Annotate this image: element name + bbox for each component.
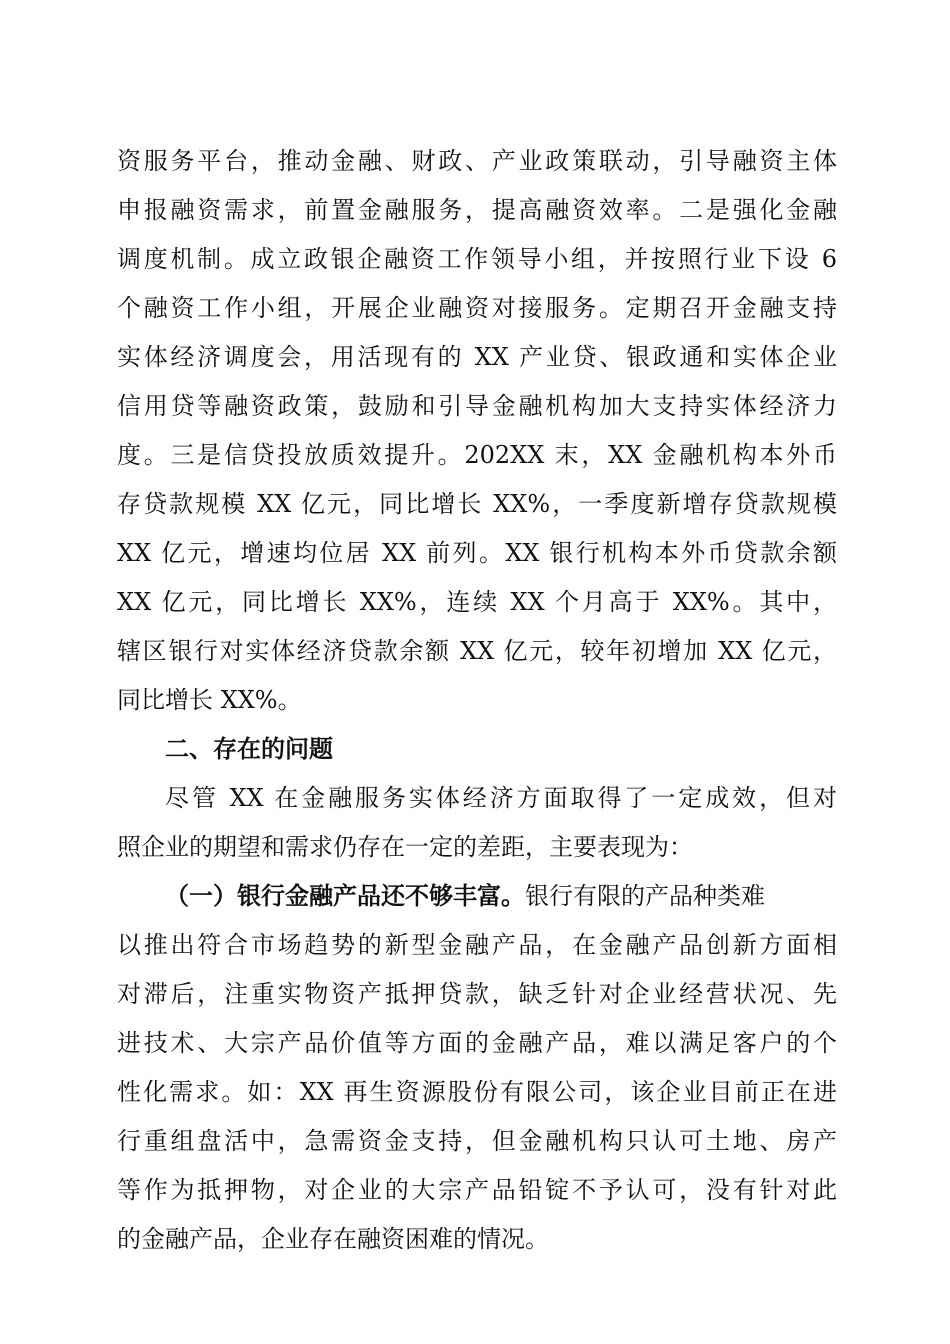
paragraph-line: 信用贷等融资政策，鼓励和引导金融机构加大支持实体经济力 — [117, 392, 837, 420]
paragraph-line: 以推出符合市场趋势的新型金融产品，在金融产品创新方面相 — [117, 931, 837, 959]
paragraph-line: 实体经济调度会，用活现有的 XX 产业贷、银政通和实体企业 — [117, 343, 837, 371]
subsection-title: （一）银行金融产品还不够丰富。 — [165, 881, 525, 910]
paragraph-line: 性化需求。如：XX 再生资源股份有限公司，该企业目前正在进 — [117, 1078, 837, 1106]
paragraph-line: 辖区银行对实体经济贷款余额 XX 亿元，较年初增加 XX 亿元， — [117, 637, 837, 665]
paragraph-line: 的金融产品，企业存在融资困难的情况。 — [117, 1225, 549, 1253]
paragraph-line: 度。三是信贷投放质效提升。202XX 末，XX 金融机构本外币 — [117, 441, 837, 469]
section-heading: 二、存在的问题 — [165, 735, 333, 763]
paragraph-line: 个融资工作小组，开展企业融资对接服务。定期召开金融支持 — [117, 294, 837, 322]
paragraph-line: 调度机制。成立政银企融资工作领导小组，并按照行业下设 6 — [117, 245, 837, 273]
paragraph-line: 申报融资需求，前置金融服务，提高融资效率。二是强化金融 — [117, 196, 837, 224]
paragraph-line: 存贷款规模 XX 亿元，同比增长 XX%，一季度新增存贷款规模 — [117, 490, 837, 518]
paragraph-line: 进技术、大宗产品价值等方面的金融产品，难以满足客户的个 — [117, 1029, 837, 1057]
subsection-line — [165, 876, 837, 916]
paragraph-line: 行重组盘活中，急需资金支持，但金融机构只认可土地、房产 — [117, 1127, 837, 1155]
paragraph-line: 同比增长 XX%。 — [117, 686, 302, 714]
paragraph-line: 照企业的期望和需求仍存在一定的差距，主要表现为： — [117, 833, 693, 861]
paragraph-line: 资服务平台，推动金融、财政、产业政策联动，引导融资主体 — [117, 147, 837, 175]
paragraph-line: 等作为抵押物，对企业的大宗产品铅锭不予认可，没有针对此 — [117, 1176, 837, 1204]
paragraph-line: 尽管 XX 在金融服务实体经济方面取得了一定成效，但对 — [165, 784, 837, 812]
subsection-text: 银行有限的产品种类难 — [525, 882, 765, 910]
paragraph-line: XX 亿元，同比增长 XX%，连续 XX 个月高于 XX%。其中， — [117, 588, 837, 616]
paragraph-line: XX 亿元，增速均位居 XX 前列。XX 银行机构本外币贷款余额 — [117, 539, 837, 567]
paragraph-line: 对滞后，注重实物资产抵押贷款，缺乏针对企业经营状况、先 — [117, 980, 837, 1008]
